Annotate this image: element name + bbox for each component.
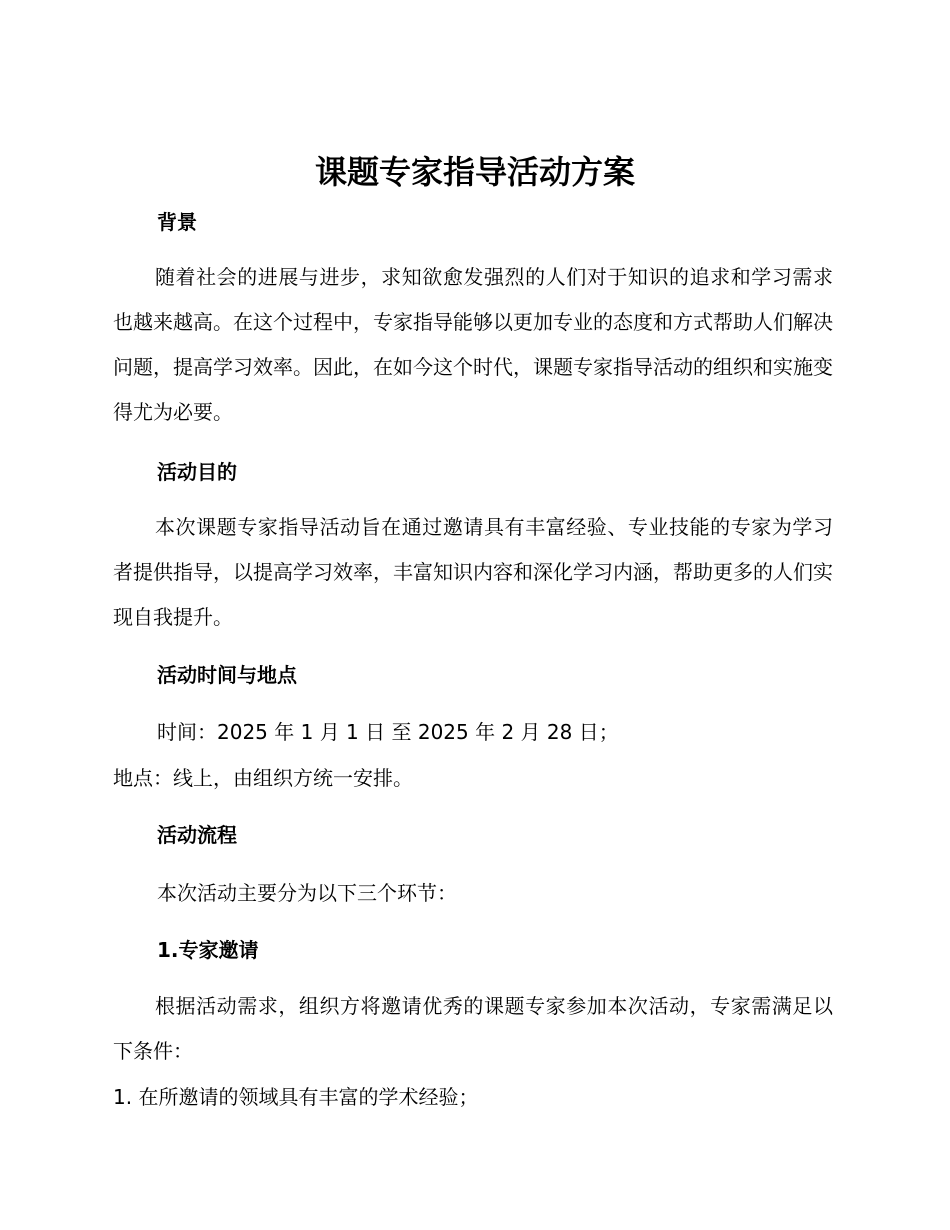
section-heading-time-place: 活动时间与地点 (157, 663, 297, 687)
purpose-paragraph: 本次课题专家指导活动旨在通过邀请具有丰富经验、专业技能的专家为学习者提供指导，以提高学习效率，丰富知识内容和深化学习内涵，帮助更多的人们实现自我提升。 (113, 515, 833, 629)
background-paragraph: 随着社会的进展与进步，求知欲愈发强烈的人们对于知识的追求和学习需求也越来越高。在这个过程中，专家指导能够以更加专业的态度和方式帮助人们解决问题，提高学习效率。因此，在如今这个时代，课题专家指导活动的组织和实施变得尤为必要。 (113, 265, 833, 424)
step-heading-expert-invitation: 1.专家邀请 (157, 938, 259, 962)
document-title: 课题专家指导活动方案 (314, 153, 635, 191)
expert-invitation-paragraph: 根据活动需求，组织方将邀请优秀的课题专家参加本次活动，专家需满足以下条件： (113, 994, 833, 1063)
condition-item-1: 1. 在所邀请的领域具有丰富的学术经验； (113, 1085, 479, 1109)
section-heading-process: 活动流程 (157, 823, 237, 847)
activity-time-line: 时间：2025 年 1 月 1 日 至 2025 年 2 月 28 日； (157, 720, 619, 744)
section-heading-background: 背景 (157, 210, 197, 234)
activity-place-line: 地点：线上，由组织方统一安排。 (113, 766, 413, 790)
section-heading-purpose: 活动目的 (157, 460, 237, 484)
process-intro-line: 本次活动主要分为以下三个环节： (157, 881, 457, 905)
